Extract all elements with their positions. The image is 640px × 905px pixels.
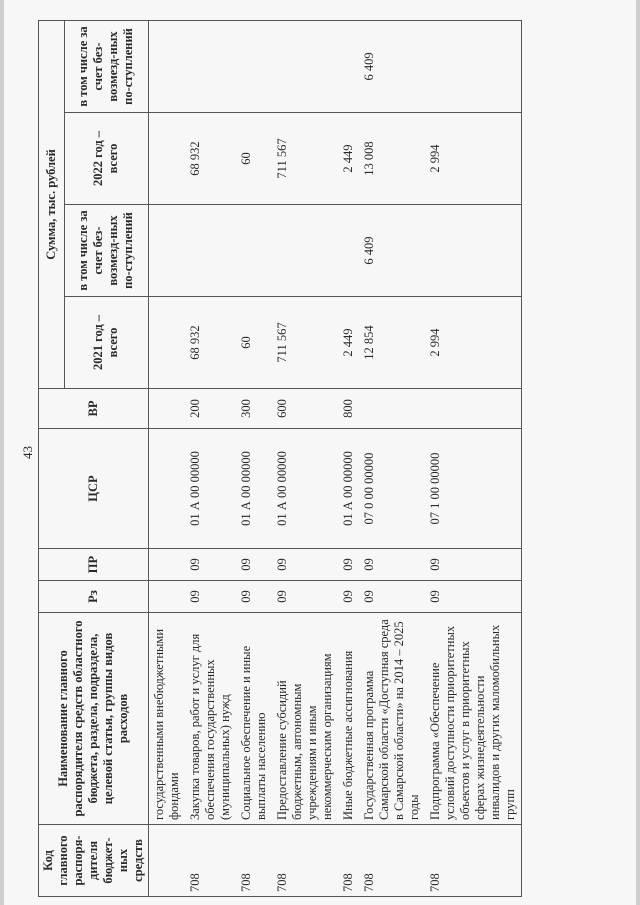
row-pr: 09 (272, 549, 338, 581)
header-2021-total: 2021 год – всего (64, 297, 148, 389)
row-csr: 07 1 00 00000 (425, 429, 522, 549)
row-name: Предоставление субсидий бюджетным, автономным учреждениям и иным некоммерческим организациям (272, 613, 338, 825)
row-2022-free: 6 409 (359, 20, 425, 112)
continuation-row (149, 20, 186, 896)
row-2021-free (425, 205, 522, 297)
row-2021-free (185, 205, 236, 297)
row-rz: 09 (185, 581, 236, 613)
row-2021-total: 60 (236, 297, 272, 389)
row-2022-total: 2 449 (338, 113, 359, 205)
table-row (236, 20, 272, 896)
row-rz: 09 (359, 581, 425, 613)
row-2021-total: 68 932 (185, 297, 236, 389)
row-pr: 09 (425, 549, 522, 581)
row-pr: 09 (359, 549, 425, 581)
row-vr: 600 (272, 389, 338, 429)
row-name: Социальное обеспечение и иные выплаты населению (236, 613, 272, 825)
row-name: Иные бюджетные ассигнования (338, 613, 359, 825)
row-pr: 09 (338, 549, 359, 581)
row-csr: 01 А 00 00000 (185, 429, 236, 549)
row-2021-free: 6 409 (359, 205, 425, 297)
table-row (425, 20, 522, 896)
row-2021-free (338, 205, 359, 297)
header-pr: ПР (39, 549, 149, 581)
row-name: Подпрограмма «Обеспечение условий доступности приоритетных объектов и услуг в приоритетных сферах жизнедеятельности инвалидов и других маломобильных групп (425, 613, 522, 825)
header-name: Наименование главного распорядителя средств областного бюджета, раздела, подраздела, целевой статьи, группы видов расходов (39, 613, 149, 825)
table-row (185, 20, 236, 896)
row-code: 708 (185, 825, 236, 897)
row-2021-free (272, 205, 338, 297)
header-vr: ВР (39, 389, 149, 429)
row-2022-free (425, 20, 522, 112)
header-code: Код главного распоря-дителя бюджет-ных средств (39, 825, 149, 897)
row-2021-free (236, 205, 272, 297)
row-2021-total: 711 567 (272, 297, 338, 389)
row-2022-total: 13 008 (359, 113, 425, 205)
row-rz: 09 (236, 581, 272, 613)
row-2022-total: 2 994 (425, 113, 522, 205)
continuation-text: государственными внебюджетными фондами (149, 613, 186, 825)
row-2022-free (338, 20, 359, 112)
row-2022-free (236, 20, 272, 112)
header-2022-total: 2022 год – всего (64, 113, 148, 205)
row-code: 708 (359, 825, 425, 897)
budget-table (38, 20, 522, 897)
row-csr: 01 А 00 00000 (338, 429, 359, 549)
table-row (272, 20, 338, 896)
header-2021-free: в том числе за счет без-возмезд-ных по-ступлений (64, 205, 148, 297)
row-2022-free (185, 20, 236, 112)
row-2021-total: 12 854 (359, 297, 425, 389)
table-row (359, 20, 425, 896)
header-csr: ЦСР (39, 429, 149, 549)
row-name: Государственная программа Самарской области «Доступная среда в Самарской области» на 2014 – 2025 годы (359, 613, 425, 825)
table-row (338, 20, 359, 896)
header-2022-free: в том числе за счет без-возмезд-ных по-ступлений (64, 20, 148, 112)
row-vr: 200 (185, 389, 236, 429)
row-code: 708 (236, 825, 272, 897)
row-2022-total: 68 932 (185, 113, 236, 205)
row-code: 708 (338, 825, 359, 897)
row-rz: 09 (338, 581, 359, 613)
page-number: 43 (20, 446, 35, 459)
header-sum-group: Сумма, тыс. рублей (39, 20, 65, 388)
row-vr: 300 (236, 389, 272, 429)
row-vr (425, 389, 522, 429)
row-pr: 09 (185, 549, 236, 581)
row-2022-total: 60 (236, 113, 272, 205)
row-2022-total: 711 567 (272, 113, 338, 205)
header-rz: Рз (39, 581, 149, 613)
row-code: 708 (272, 825, 338, 897)
row-vr: 800 (338, 389, 359, 429)
row-2022-free (272, 20, 338, 112)
row-rz: 09 (425, 581, 522, 613)
row-name: Закупка товаров, работ и услуг для обеспечения государственных (муниципальных) нужд (185, 613, 236, 825)
row-csr: 07 0 00 00000 (359, 429, 425, 549)
row-code: 708 (425, 825, 522, 897)
row-vr (359, 389, 425, 429)
row-csr: 01 А 00 00000 (236, 429, 272, 549)
row-2021-total: 2 994 (425, 297, 522, 389)
row-pr: 09 (236, 549, 272, 581)
row-2021-total: 2 449 (338, 297, 359, 389)
row-rz: 09 (272, 581, 338, 613)
row-csr: 01 А 00 00000 (272, 429, 338, 549)
